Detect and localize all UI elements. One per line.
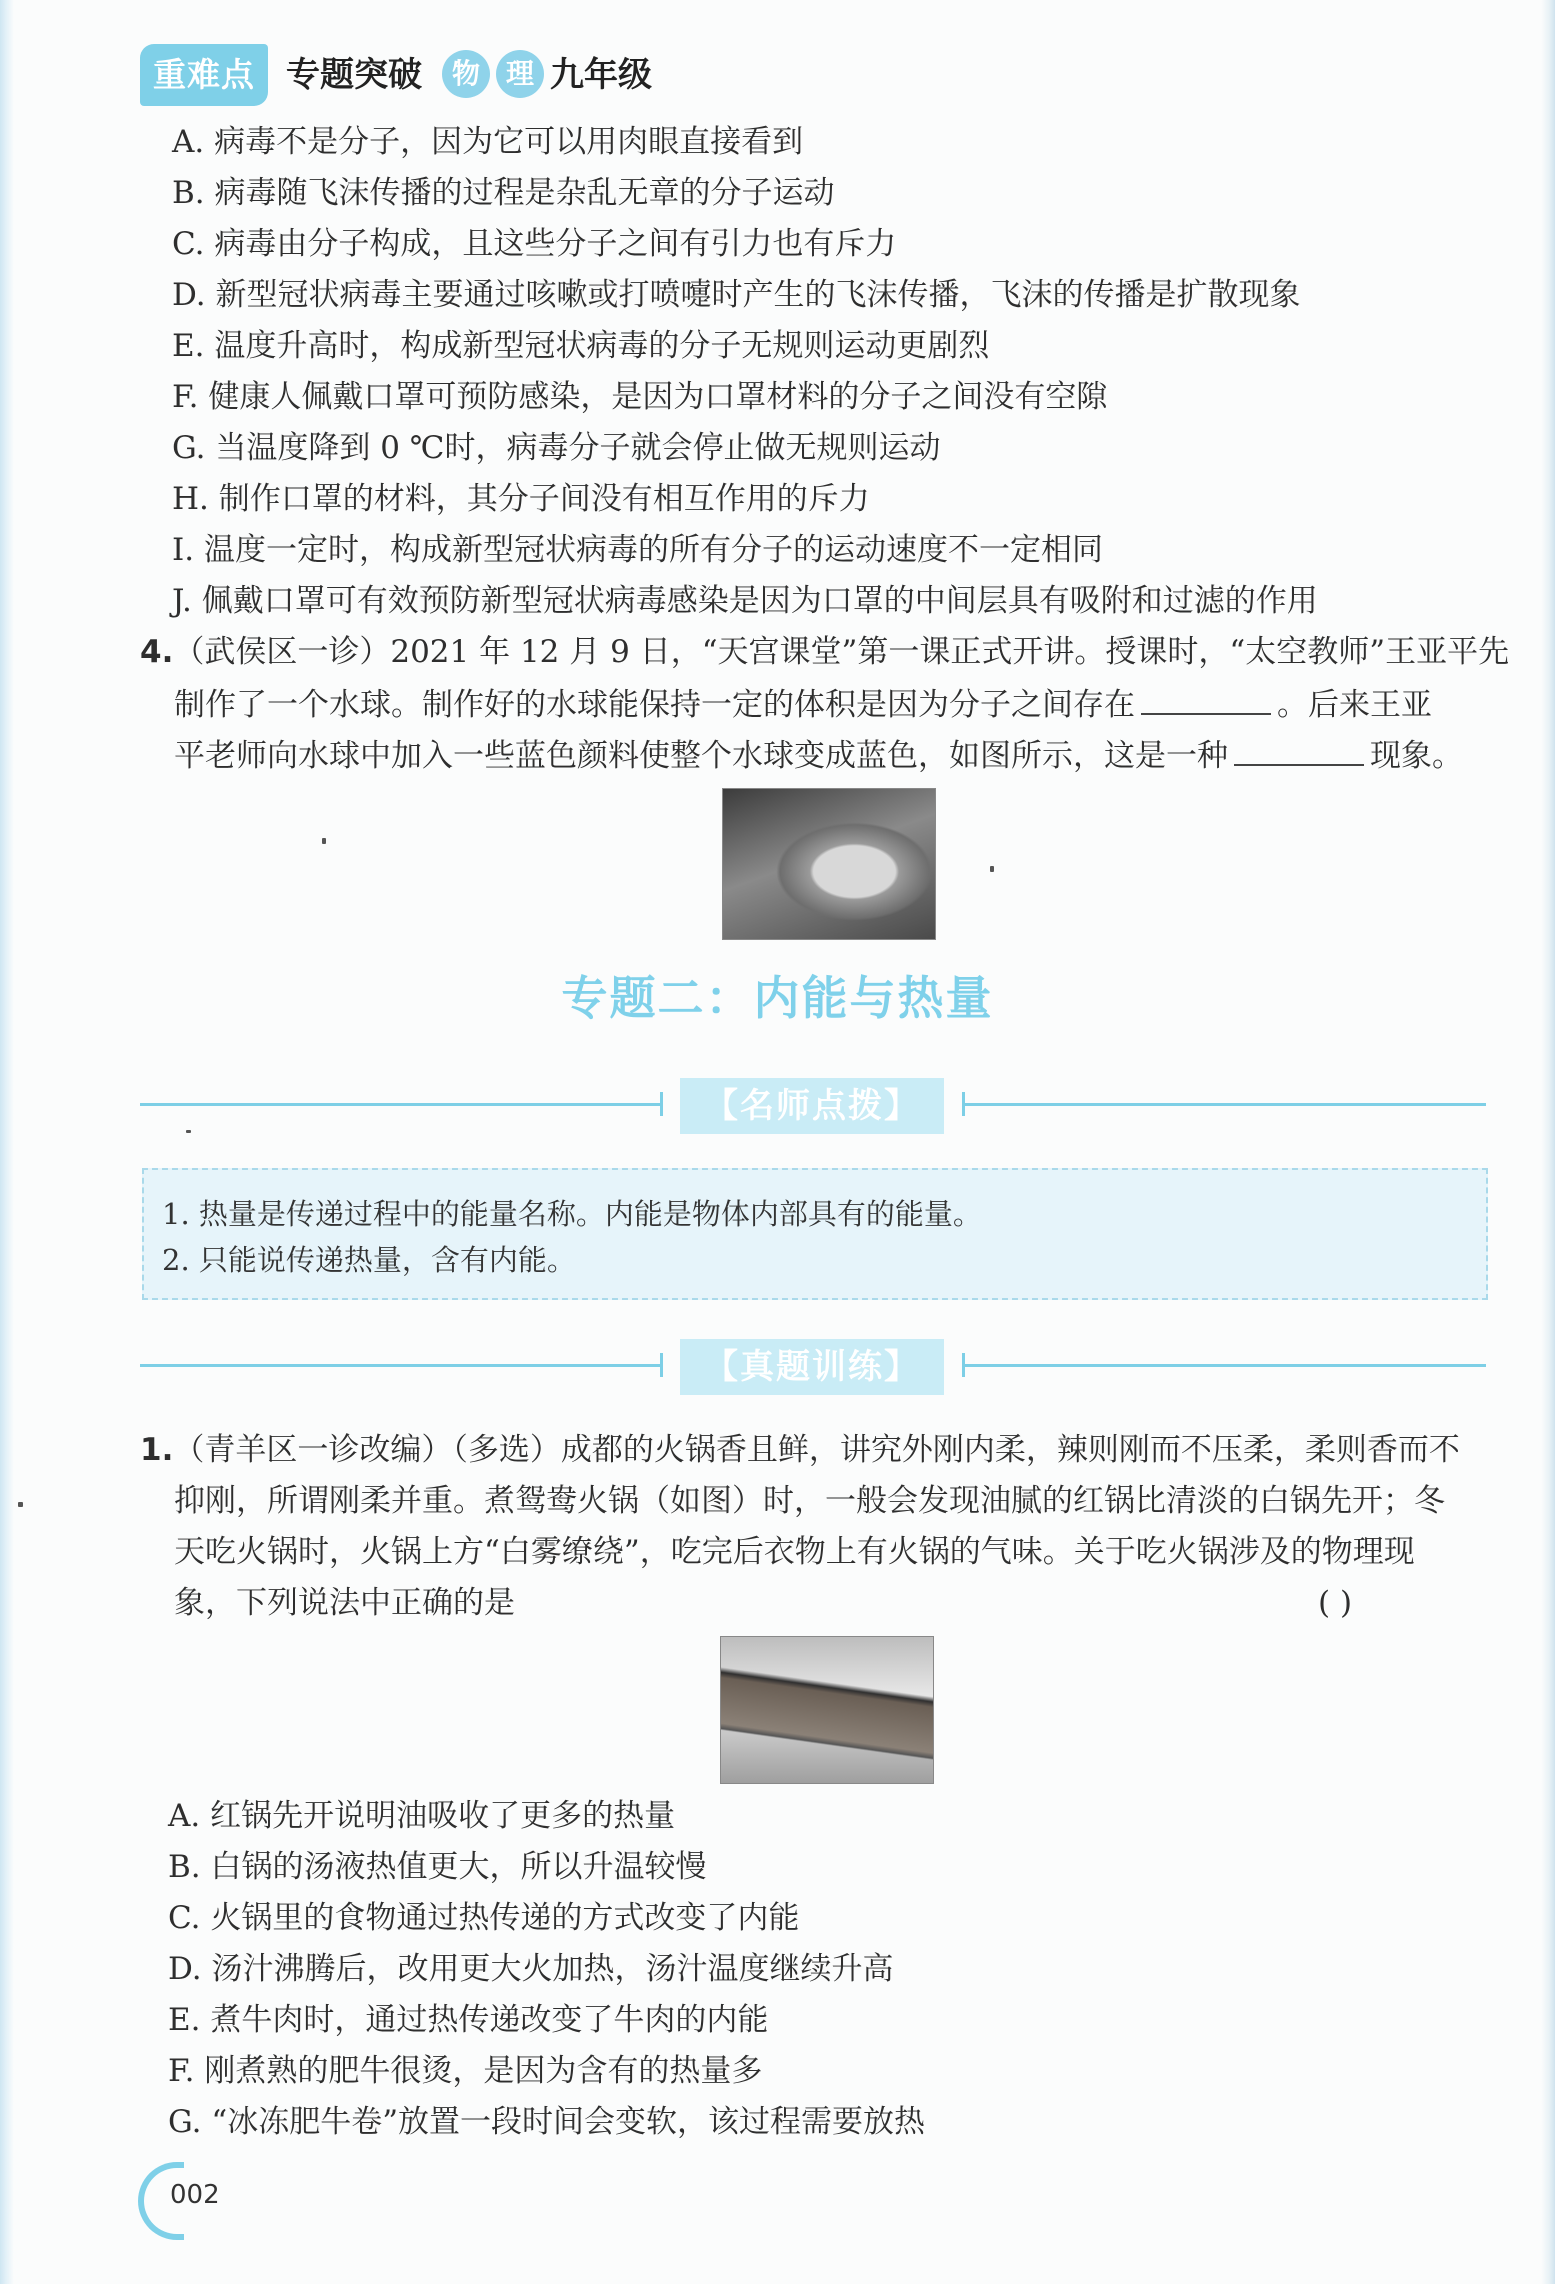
q3-option-i: I. 温度一定时，构成新型冠状病毒的所有分子的运动速度不一定相同 bbox=[172, 532, 1103, 568]
p1-line-1 bbox=[140, 1430, 1460, 1470]
p1-option-d: D. 汤汁沸腾后，改用更大火加热，汤汁温度继续升高 bbox=[168, 1951, 894, 1987]
divider-tick bbox=[660, 1092, 663, 1116]
q3-option-c: C. 病毒由分子构成，且这些分子之间有引力也有斥力 bbox=[172, 226, 897, 262]
divider-line bbox=[140, 1103, 662, 1106]
q3-option-g: G. 当温度降到 0 ℃时，病毒分子就会停止做无规则运动 bbox=[172, 430, 941, 466]
p1-option-f: F. 刚煮熟的肥牛很烫，是因为含有的热量多 bbox=[168, 2053, 763, 2089]
q4-line-2 bbox=[174, 683, 1432, 725]
q3-option-a: A. 病毒不是分子，因为它可以用肉眼直接看到 bbox=[172, 124, 804, 160]
q3-option-j: J. 佩戴口罩可有效预防新型冠状病毒感染是因为口罩的中间层具有吸附和过滤的作用 bbox=[172, 583, 1318, 619]
q4-text-3a: 平老师向水球中加入一些蓝色颜料使整个水球变成蓝色，如图所示，这是一种 bbox=[174, 738, 1228, 774]
q4-text-2a: 制作了一个水球。制作好的水球能保持一定的体积是因为分子之间存在 bbox=[174, 687, 1135, 723]
hotpot-photo bbox=[720, 1636, 934, 1784]
p1-option-c: C. 火锅里的食物通过热传递的方式改变了内能 bbox=[168, 1900, 800, 1936]
header-badge: 重难点 bbox=[140, 44, 268, 106]
q4-line-1 bbox=[140, 632, 1509, 672]
p1-option-g: G. “冰冻肥牛卷”放置一段时间会变软，该过程需要放热 bbox=[168, 2104, 926, 2140]
divider-line bbox=[140, 1364, 662, 1367]
p1-option-e: E. 煮牛肉时，通过热传递改变了牛肉的内能 bbox=[168, 2002, 769, 2038]
scan-speck bbox=[18, 1502, 23, 1507]
divider-line bbox=[964, 1364, 1486, 1367]
p1-answer-paren[interactable]: ( ) bbox=[1318, 1585, 1353, 1621]
header-subject-char-2: 理 bbox=[496, 50, 544, 98]
header-grade: 九年级 bbox=[550, 55, 652, 95]
tips-header: 【名师点拨】 bbox=[680, 1078, 944, 1134]
p1-text-1: （青羊区一诊改编）（多选）成都的火锅香且鲜，讲究外刚内柔，辣则刚而不压柔，柔则香而不 bbox=[173, 1432, 1460, 1468]
section-title: 专题二：内能与热量 bbox=[561, 971, 994, 1025]
header-subject-char-1: 物 bbox=[442, 50, 490, 98]
q4-number: 4. bbox=[140, 634, 174, 670]
divider-line bbox=[964, 1103, 1486, 1106]
p1-option-b: B. 白锅的汤液热值更大，所以升温较慢 bbox=[168, 1849, 707, 1885]
q3-option-e: E. 温度升高时，构成新型冠状病毒的分子无规则运动更剧烈 bbox=[172, 328, 990, 364]
tip-1: 1. 热量是传递过程中的能量名称。内能是物体内部具有的能量。 bbox=[162, 1197, 982, 1231]
q4-line-3 bbox=[174, 734, 1463, 776]
q4-text-2b: 。后来王亚 bbox=[1277, 687, 1432, 723]
q3-option-h: H. 制作口罩的材料，其分子间没有相互作用的斥力 bbox=[172, 481, 870, 517]
p1-number: 1. bbox=[140, 1432, 174, 1468]
header-series-title: 专题突破 bbox=[286, 55, 422, 95]
divider-tick bbox=[660, 1353, 663, 1377]
p1-line-2: 抑刚，所谓刚柔并重。煮鸳鸯火锅（如图）时，一般会发现油腻的红锅比清淡的白锅先开；冬 bbox=[174, 1483, 1445, 1519]
q3-option-b: B. 病毒随飞沫传播的过程是杂乱无章的分子运动 bbox=[172, 175, 835, 211]
q4-blank-1[interactable] bbox=[1141, 683, 1271, 715]
q4-blank-2[interactable] bbox=[1234, 734, 1364, 766]
q4-text-3b: 现象。 bbox=[1370, 738, 1463, 774]
scan-speck bbox=[990, 866, 994, 872]
page-number: 002 bbox=[170, 2180, 220, 2210]
q3-option-d: D. 新型冠状病毒主要通过咳嗽或打喷嚏时产生的飞沫传播，飞沫的传播是扩散现象 bbox=[172, 277, 1301, 313]
p1-line-4: 象，下列说法中正确的是 bbox=[174, 1585, 515, 1621]
scan-speck bbox=[322, 838, 326, 844]
p1-option-a: A. 红锅先开说明油吸收了更多的热量 bbox=[168, 1798, 676, 1834]
q3-option-f: F. 健康人佩戴口罩可预防感染，是因为口罩材料的分子之间没有空隙 bbox=[172, 379, 1108, 415]
tip-2: 2. 只能说传递热量，含有内能。 bbox=[162, 1243, 576, 1277]
tips-box bbox=[142, 1168, 1488, 1300]
water-ball-photo bbox=[722, 788, 936, 940]
practice-header: 【真题训练】 bbox=[680, 1339, 944, 1395]
q4-text-1: （武侯区一诊）2021 年 12 月 9 日，“天宫课堂”第一课正式开讲。授课时，“太空教师”王亚平先 bbox=[173, 634, 1510, 670]
p1-line-3: 天吃火锅时，火锅上方“白雾缭绕”，吃完后衣物上有火锅的气味。关于吃火锅涉及的物理现 bbox=[174, 1534, 1415, 1570]
scan-speck bbox=[186, 1130, 191, 1133]
